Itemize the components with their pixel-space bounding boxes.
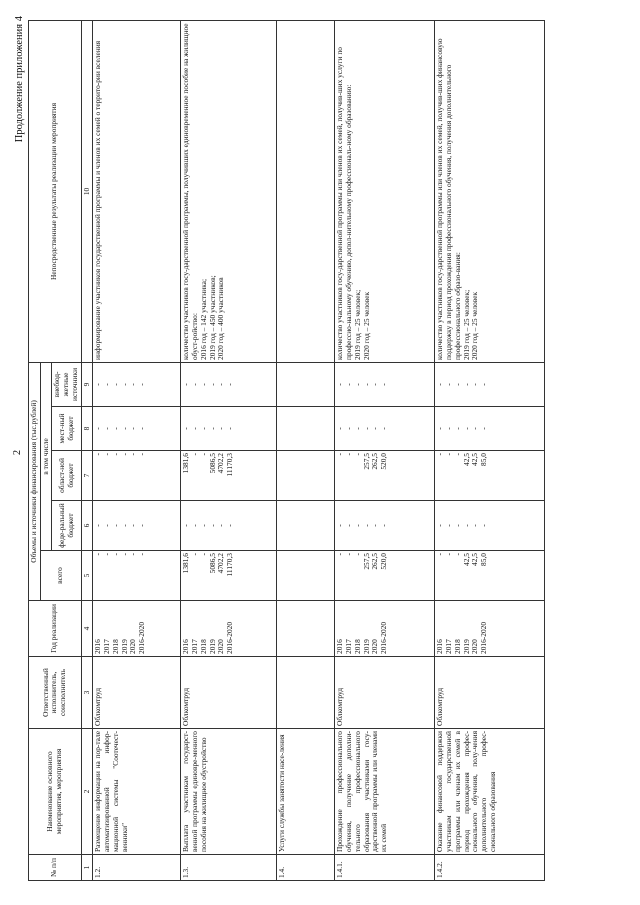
federal-budget-value: - — [452, 524, 462, 527]
program-table — [28, 20, 545, 881]
year-list-value: 2017 — [190, 639, 200, 654]
total-funding-value: 4702,2 — [216, 553, 226, 574]
extra-budget — [277, 362, 335, 406]
regional-budget-value: - — [128, 453, 138, 456]
year-list-value: 2019 — [119, 639, 129, 654]
year-list-value: 2019 — [461, 639, 471, 654]
header-including: в том числе — [40, 362, 52, 550]
responsible-executor: Облкомтруд — [181, 657, 277, 729]
federal-budget-value: - — [119, 524, 129, 527]
total-funding — [181, 551, 277, 601]
regional-budget — [181, 451, 277, 501]
federal-budget-value: - — [370, 524, 380, 527]
extra-budget-value: - — [181, 383, 191, 386]
row-number: 1.4.1. — [335, 855, 435, 881]
extra-budget-value: - — [352, 383, 362, 386]
federal-budget-value: - — [102, 524, 112, 527]
regional-budget-value: 42,5 — [470, 453, 480, 466]
year-list-value: 2017 — [444, 639, 454, 654]
column-index: 8 — [81, 407, 93, 451]
extra-budget-value: - — [216, 383, 226, 386]
total-funding-value: 520,0 — [379, 553, 389, 570]
local-budget-value: - — [444, 427, 454, 430]
total-funding-value: - — [128, 553, 138, 556]
extra-budget-value: - — [110, 383, 120, 386]
local-budget-value: - — [225, 427, 235, 430]
responsible-executor: Облкомтруд — [93, 657, 181, 729]
extra-budget-value: - — [379, 383, 389, 386]
regional-budget-value: - — [452, 453, 462, 456]
measure-result: количество участников госу-дарственной программы, получивших единовременное пособие на жилищное обуст-ройство: 2016 год – 142 участника; 2019 год – 450 участников; 2020 год – 400 участников — [181, 20, 277, 362]
local-budget-value: - — [110, 427, 120, 430]
regional-budget-value: - — [190, 453, 200, 456]
year-list-value: 2016 — [335, 639, 345, 654]
measure-name: Оказание финансовой поддержки участникам государственной программы или членам их семей в период прохождения профес-сионального обучения, полу-чения дополнительного профес-сионального образования — [435, 729, 545, 855]
header-year: Год реализации — [29, 601, 82, 657]
federal-budget-value: - — [198, 524, 208, 527]
measure-name: Услуги службы занятости насе-ления — [277, 729, 335, 855]
header-local: мест-ный бюджет — [52, 407, 81, 451]
total-funding-value: 11170,3 — [225, 553, 235, 577]
federal-budget — [93, 501, 181, 551]
header-federal: феде-ральный бюджет — [52, 501, 81, 551]
local-budget-value: - — [93, 427, 103, 430]
extra-budget-value: - — [198, 383, 208, 386]
year-list-value: 2016 — [93, 639, 103, 654]
federal-budget-value: - — [461, 524, 471, 527]
extra-budget — [435, 362, 545, 406]
extra-budget — [93, 362, 181, 406]
year-list-value: 2017 — [344, 639, 354, 654]
extra-budget-value: - — [102, 383, 112, 386]
extra-budget-value: - — [207, 383, 217, 386]
table-row — [335, 20, 435, 880]
regional-budget-value: - — [344, 453, 354, 456]
year-list-value: 2016 — [181, 639, 191, 654]
local-budget-value: - — [335, 427, 345, 430]
regional-budget-value: - — [335, 453, 345, 456]
extra-budget-value: - — [479, 383, 489, 386]
total-funding-value: - — [344, 553, 354, 556]
regional-budget-value: - — [444, 453, 454, 456]
extra-budget-value: - — [470, 383, 480, 386]
regional-budget-value: 42,5 — [461, 453, 471, 466]
federal-budget-value: - — [470, 524, 480, 527]
column-index: 6 — [81, 501, 93, 551]
regional-budget-value: - — [110, 453, 120, 456]
regional-budget — [435, 451, 545, 501]
total-funding — [335, 551, 435, 601]
extra-budget-value: - — [137, 383, 147, 386]
federal-budget-value: - — [128, 524, 138, 527]
total-funding-value: 42,5 — [470, 553, 480, 566]
total-funding-value: 1381,6 — [181, 553, 191, 574]
regional-budget-value: - — [198, 453, 208, 456]
column-index: 9 — [81, 362, 93, 406]
regional-budget — [335, 451, 435, 501]
total-funding-value: 5086,5 — [207, 553, 217, 574]
local-budget — [335, 407, 435, 451]
regional-budget-value: - — [435, 453, 445, 456]
year-list — [335, 601, 435, 657]
extra-budget-value: - — [370, 383, 380, 386]
local-budget-value: - — [216, 427, 226, 430]
total-funding-value: - — [93, 553, 103, 556]
year-list-value: 2016-2020 — [137, 621, 147, 654]
federal-budget-value: - — [137, 524, 147, 527]
table-row — [181, 20, 277, 880]
local-budget-value: - — [102, 427, 112, 430]
measure-name: Размещение информации на пор-тале автоматизированной инфор-мационной системы "Соотечест-венники" — [93, 729, 181, 855]
responsible-executor: Облкомтруд — [435, 657, 545, 729]
regional-budget-value: 1381,6 — [181, 453, 191, 474]
local-budget-value: - — [470, 427, 480, 430]
header-funding: Объемы и источники финансирования (тыс.рублей) — [29, 362, 41, 600]
local-budget-value: - — [190, 427, 200, 430]
row-number: 1.2. — [93, 855, 181, 881]
table-row — [277, 20, 335, 880]
header-name: Наименование основного мероприятия, мероприятия — [29, 729, 82, 855]
total-funding-value: - — [352, 553, 362, 556]
total-funding-value: - — [137, 553, 147, 556]
regional-budget-value: - — [102, 453, 112, 456]
federal-budget-value: - — [225, 524, 235, 527]
total-funding-value: - — [435, 553, 445, 556]
page-number: 2 — [12, 450, 23, 455]
extra-budget-value: - — [344, 383, 354, 386]
local-budget — [435, 407, 545, 451]
year-list-value: 2018 — [198, 639, 208, 654]
table-row — [435, 20, 545, 880]
year-list-value: 2018 — [452, 639, 462, 654]
responsible-executor — [277, 657, 335, 729]
federal-budget — [435, 501, 545, 551]
federal-budget-value: - — [379, 524, 389, 527]
header-results: Непосредственные результаты реализации мероприятия — [29, 20, 82, 362]
federal-budget — [181, 501, 277, 551]
regional-budget-value: 520,0 — [379, 453, 389, 470]
local-budget-value: - — [352, 427, 362, 430]
regional-budget-value: - — [352, 453, 362, 456]
federal-budget-value: - — [181, 524, 191, 527]
column-index: 5 — [81, 551, 93, 601]
row-number: 1.4.2. — [435, 855, 545, 881]
measure-result — [277, 20, 335, 362]
regional-budget-value: 85,0 — [479, 453, 489, 466]
federal-budget-value: - — [361, 524, 371, 527]
column-index: 3 — [81, 657, 93, 729]
local-budget-value: - — [207, 427, 217, 430]
responsible-executor: Облкомтруд — [335, 657, 435, 729]
extra-budget-value: - — [128, 383, 138, 386]
extra-budget — [335, 362, 435, 406]
local-budget-value: - — [379, 427, 389, 430]
year-list-value: 2019 — [207, 639, 217, 654]
year-list-value: 2016-2020 — [479, 621, 489, 654]
local-budget-value: - — [198, 427, 208, 430]
measure-name: Прохождение профессионального обучения, получение дополни-тельного профессионального образования участниками госу-дарственной программы или членами их семей — [335, 729, 435, 855]
local-budget — [277, 407, 335, 451]
column-index: 4 — [81, 601, 93, 657]
total-funding-value: 42,5 — [461, 553, 471, 566]
extra-budget-value: - — [190, 383, 200, 386]
local-budget-value: - — [479, 427, 489, 430]
federal-budget-value: - — [344, 524, 354, 527]
extra-budget-value: - — [225, 383, 235, 386]
federal-budget-value: - — [335, 524, 345, 527]
measure-result: количество участников госу-дарственной программы или членов их семей, получив-ших услуги по профессио-нальному обучению, допол-нительному профессиональ-ному образованию: 2019 год – 25 человек; 2020 год – 25 человек — [335, 20, 435, 362]
total-funding-value: 85,0 — [479, 553, 489, 566]
column-index: 1 — [81, 855, 93, 881]
year-list-value: 2018 — [110, 639, 120, 654]
year-list-value: 2019 — [361, 639, 371, 654]
local-budget-value: - — [181, 427, 191, 430]
extra-budget-value: - — [452, 383, 462, 386]
header-responsible: Ответственный исполнитель, соисполнитель — [29, 657, 82, 729]
federal-budget-value: - — [93, 524, 103, 527]
header-total: всего — [40, 551, 81, 601]
total-funding-value: - — [335, 553, 345, 556]
header-extra: внебюд-жетные источники — [52, 362, 81, 406]
federal-budget-value: - — [110, 524, 120, 527]
total-funding — [277, 551, 335, 601]
local-budget — [93, 407, 181, 451]
regional-budget-value: 257,5 — [361, 453, 371, 470]
row-number: 1.3. — [181, 855, 277, 881]
federal-budget — [335, 501, 435, 551]
federal-budget-value: - — [216, 524, 226, 527]
header-regional: област-ной бюджет — [52, 451, 81, 501]
regional-budget-value: - — [137, 453, 147, 456]
local-budget-value: - — [128, 427, 138, 430]
total-funding-value: - — [119, 553, 129, 556]
extra-budget-value: - — [93, 383, 103, 386]
local-budget-value: - — [452, 427, 462, 430]
regional-budget-value: 11170,3 — [225, 453, 235, 477]
measure-result: количество участников госу-дарственной программы или членов их семей, получив-ших финансовую поддержку в период прохождения профессионального обучения, получения дополнительного профессионального образо-вания: 2019 год – 25 человек; 2020 год – 25 человек — [435, 20, 545, 362]
header-num: № п/п — [29, 855, 82, 881]
extra-budget-value: - — [435, 383, 445, 386]
extra-budget-value: - — [119, 383, 129, 386]
federal-budget-value: - — [444, 524, 454, 527]
appendix-continuation: Продолжение приложения 4 — [14, 16, 25, 143]
regional-budget — [93, 451, 181, 501]
year-list — [435, 601, 545, 657]
year-list — [93, 601, 181, 657]
measure-result: информирование участников государственной программы и членов их семей о террито-рии вселения — [93, 20, 181, 362]
extra-budget-value: - — [444, 383, 454, 386]
total-funding-value: 257,5 — [361, 553, 371, 570]
local-budget-value: - — [370, 427, 380, 430]
total-funding-value: 262,5 — [370, 553, 380, 570]
extra-budget-value: - — [461, 383, 471, 386]
year-list-value: 2016-2020 — [379, 621, 389, 654]
regional-budget-value: - — [93, 453, 103, 456]
regional-budget — [277, 451, 335, 501]
year-list — [181, 601, 277, 657]
year-list — [277, 601, 335, 657]
federal-budget-value: - — [435, 524, 445, 527]
federal-budget-value: - — [207, 524, 217, 527]
year-list-value: 2017 — [102, 639, 112, 654]
year-list-value: 2020 — [370, 639, 380, 654]
year-list-value: 2018 — [352, 639, 362, 654]
total-funding — [435, 551, 545, 601]
year-list-value: 2016 — [435, 639, 445, 654]
total-funding-value: - — [444, 553, 454, 556]
measure-name: Выплата участникам государст-венной программы единовре-менного пособия на жилищное обустройство — [181, 729, 277, 855]
total-funding-value: - — [110, 553, 120, 556]
regional-budget-value: 262,5 — [370, 453, 380, 470]
total-funding — [93, 551, 181, 601]
column-index: 7 — [81, 451, 93, 501]
local-budget-value: - — [461, 427, 471, 430]
federal-budget-value: - — [479, 524, 489, 527]
table-row — [93, 20, 181, 880]
regional-budget-value: 4702,2 — [216, 453, 226, 474]
column-index: 10 — [81, 20, 93, 362]
federal-budget-value: - — [352, 524, 362, 527]
total-funding-value: - — [102, 553, 112, 556]
row-number: 1.4. — [277, 855, 335, 881]
extra-budget-value: - — [335, 383, 345, 386]
year-list-value: 2016-2020 — [225, 621, 235, 654]
federal-budget — [277, 501, 335, 551]
year-list-value: 2020 — [128, 639, 138, 654]
year-list-value: 2020 — [470, 639, 480, 654]
column-index: 2 — [81, 729, 93, 855]
local-budget-value: - — [344, 427, 354, 430]
local-budget — [181, 407, 277, 451]
regional-budget-value: 5086,5 — [207, 453, 217, 474]
total-funding-value: - — [190, 553, 200, 556]
year-list-value: 2020 — [216, 639, 226, 654]
extra-budget — [181, 362, 277, 406]
extra-budget-value: - — [361, 383, 371, 386]
total-funding-value: - — [452, 553, 462, 556]
local-budget-value: - — [137, 427, 147, 430]
regional-budget-value: - — [119, 453, 129, 456]
table-body — [93, 20, 545, 880]
total-funding-value: - — [198, 553, 208, 556]
local-budget-value: - — [435, 427, 445, 430]
local-budget-value: - — [361, 427, 371, 430]
federal-budget-value: - — [190, 524, 200, 527]
local-budget-value: - — [119, 427, 129, 430]
